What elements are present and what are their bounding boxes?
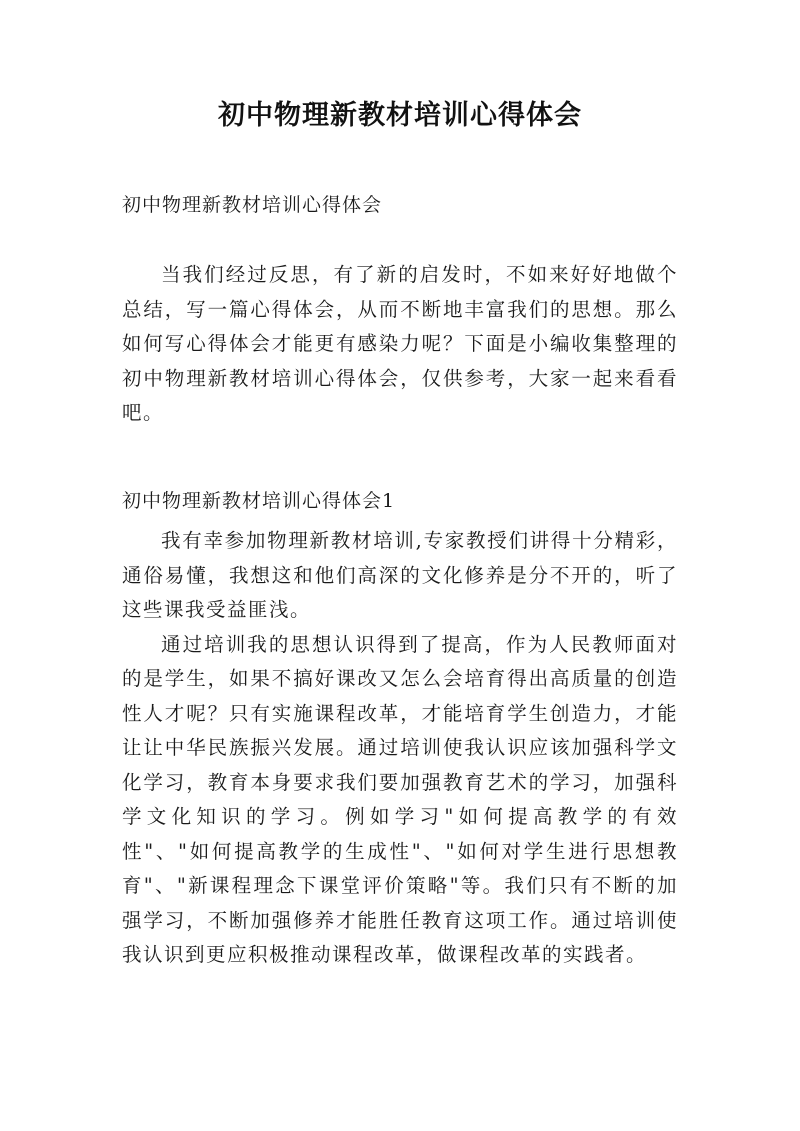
body-paragraph: 我有幸参加物理新教材培训,专家教授们讲得十分精彩，通俗易懂，我想这和他们高深的文化修养是分不开的，听了这些课我受益匪浅。: [122, 529, 678, 621]
section-body: [122, 524, 678, 973]
document-subtitle: 初中物理新教材培训心得体会: [122, 194, 383, 216]
section-heading: 初中物理新教材培训心得体会1: [122, 490, 396, 512]
intro-paragraph: 当我们经过反思，有了新的启发时，不如来好好地做个总结，写一篇心得体会，从而不断地丰富我们的思想。那么如何写心得体会才能更有感染力呢？下面是小编收集整理的初中物理新教材培训心得体会，仅供参考，大家一起来看看吧。: [122, 263, 678, 424]
document-title: 初中物理新教材培训心得体会: [218, 100, 582, 131]
intro-block: [122, 258, 678, 431]
body-paragraph: 通过培训我的思想认识得到了提高，作为人民教师面对的是学生，如果不搞好课改又怎么会培育得出高质量的创造性人才呢？只有实施课程改革，才能培育学生创造力，才能让让中华民族振兴发展。通过培训使我认识应该加强科学文化学习，教育本身要求我们要加强教育艺术的学习，加强科学文化知识的学习。例如学习"如何提高教学的有效性"、"如何提高教学的生成性"、"如何对学生进行思想教育"、"新课程理念下课堂评价策略"等。我们只有不断的加强学习，不断加强修养才能胜任教育这项工作。通过培训使我认识到更应积极推动课程改革，做课程改革的实践者。: [122, 632, 678, 966]
